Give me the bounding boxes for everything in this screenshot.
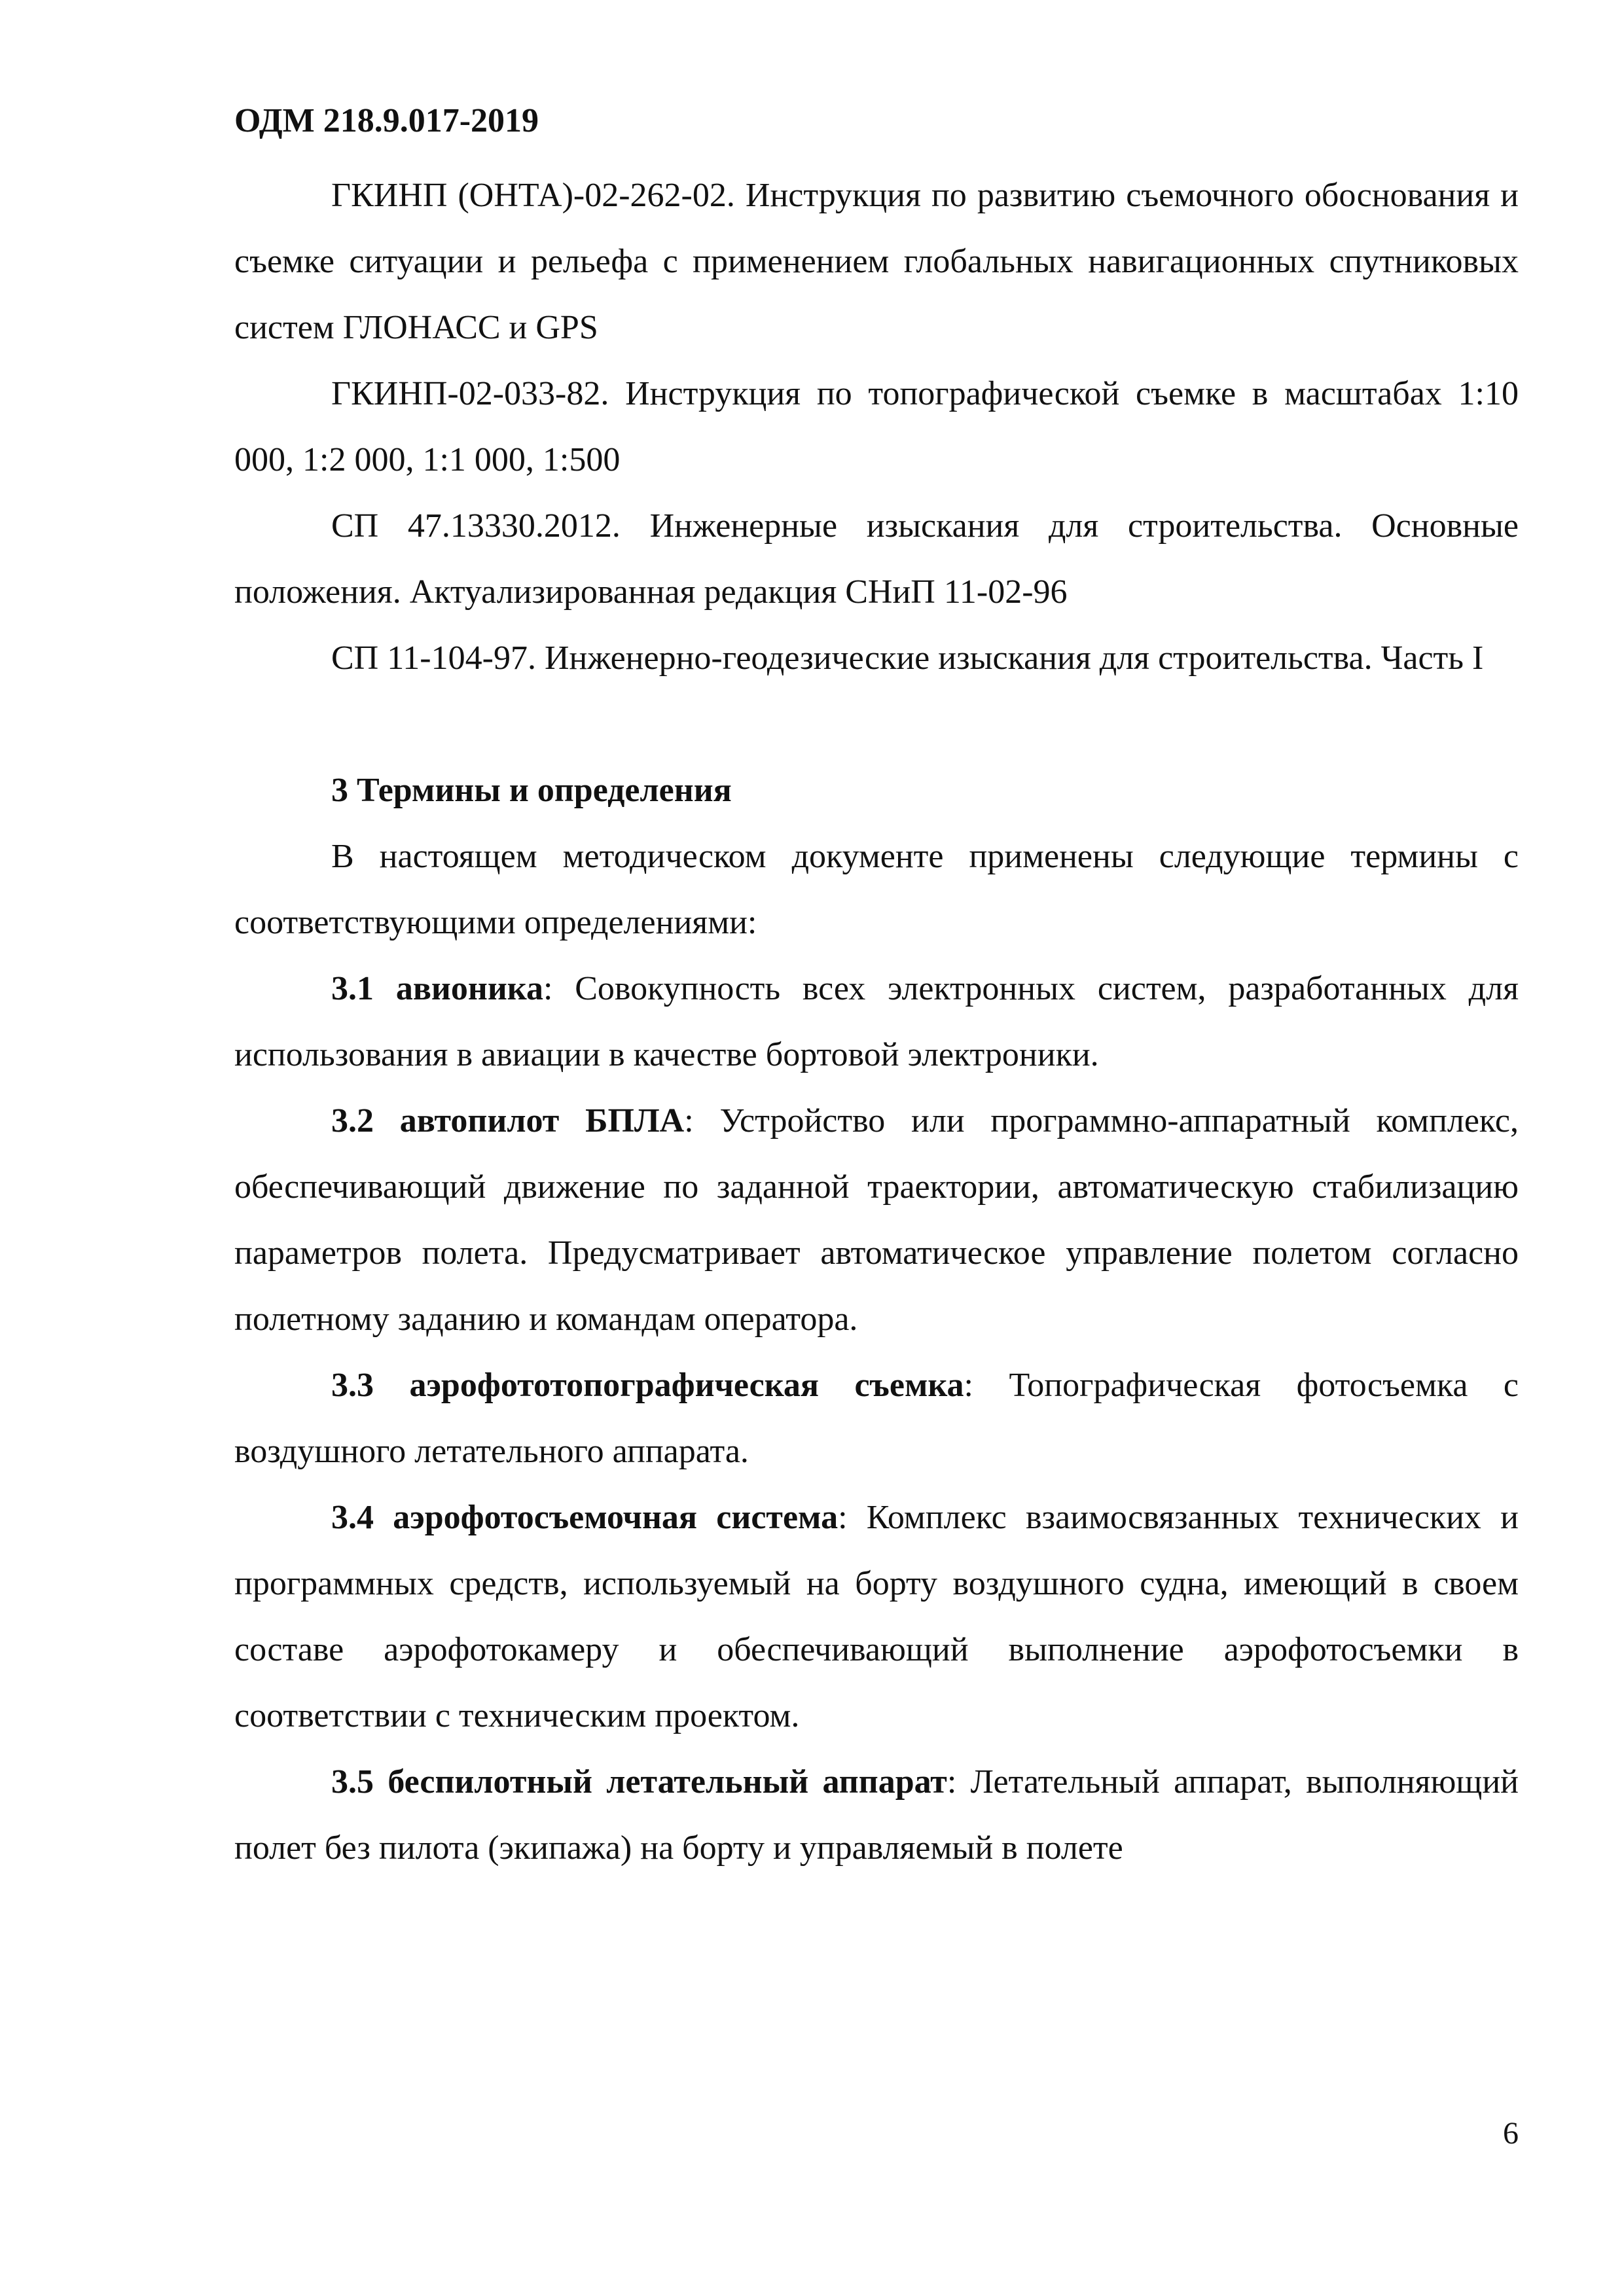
page-number: 6 (1503, 2116, 1519, 2151)
term-definition: 3.5 беспилотный летательный аппарат: Летательный аппарат, выполняющий полет без пилота (экипажа) на борту и управляемый в полете (234, 1763, 1519, 1867)
section-intro: В настоящем методическом документе применены следующие термины с соответствующими определениями: (234, 838, 1519, 941)
term-text: Устройство или программно-аппаратный комплекс, обеспечивающий движение по заданной траектории, автоматическую стабилизацию параметров полета. Предусматривает автоматическое управление полетом согласно полетному заданию и командам оператора. (234, 1102, 1519, 1338)
reference-entry (234, 361, 1519, 493)
reference-entry (234, 493, 1519, 625)
term-name: 3.5 беспилотный летательный аппарат (331, 1763, 947, 1801)
reference-code: СП 11-104-97. (331, 639, 536, 677)
term-text: Летательный аппарат, выполняющий полет без пилота (экипажа) на борту и управляемый в полете (234, 1763, 1519, 1867)
term-definition: 3.3 аэрофототопографическая съемка: Топографическая фотосъемка с воздушного летательного аппарата. (234, 1367, 1519, 1470)
reference-code: ГКИНП-02-033-82. (331, 375, 609, 412)
reference-entry (234, 625, 1519, 691)
reference-entry (234, 162, 1519, 361)
reference-title: Инженерно-геодезические изыскания для строительства. Часть I (544, 639, 1484, 677)
term-text: Совокупность всех электронных систем, разработанных для использования в авиации в качестве бортовой электроники. (234, 970, 1519, 1073)
term-text: Топографическая фотосъемка с воздушного летательного аппарата. (234, 1367, 1519, 1470)
reference-code: СП 47.13330.2012. (331, 507, 621, 545)
reference-title: Инструкция по топографической съемке в масштабах 1:10 000, 1:2 000, 1:1 000, 1:500 (234, 375, 1519, 478)
term-name: 3.3 аэрофототопографическая съемка (331, 1367, 964, 1404)
term-text: Комплекс взаимосвязанных технических и программных средств, используемый на борту воздушного судна, имеющий в своем составе аэрофотокамеру и обеспечивающий выполнение аэрофотосъемки в соответствии с техническим проектом. (234, 1499, 1519, 1734)
document-code: ОДМ 218.9.017-2019 (234, 102, 539, 139)
term-definition: 3.2 автопилот БПЛА: Устройство или программно-аппаратный комплекс, обеспечивающий движение по заданной траектории, автоматическую стабилизацию параметров полета. Предусматривает автоматическое управление полетом согласно полетному заданию и командам оператора. (234, 1102, 1519, 1338)
reference-title: Инструкция по развитию съемочного обоснования и съемке ситуации и рельефа с применением глобальных навигационных спутниковых систем ГЛОНАСС и GPS (234, 177, 1519, 346)
term-name: 3.2 автопилот БПЛА (331, 1102, 685, 1139)
reference-title: Инженерные изыскания для строительства. Основные положения. Актуализированная редакция СНиП 11-02-96 (234, 507, 1519, 611)
section-heading: 3 Термины и определения (331, 772, 732, 809)
reference-code: ГКИНП (ОНТА)-02-262-02. (331, 177, 735, 214)
term-definition: 3.4 аэрофотосъемочная система: Комплекс взаимосвязанных технических и программных средств, используемый на борту воздушного судна, имеющий в своем составе аэрофотокамеру и обеспечивающий выполнение аэрофотосъемки в соответствии с техническим проектом. (234, 1499, 1519, 1734)
term-name: 3.4 аэрофотосъемочная система (331, 1499, 839, 1536)
term-definition: 3.1 авионика: Совокупность всех электронных систем, разработанных для использования в авиации в качестве бортовой электроники. (234, 970, 1519, 1073)
page-content (234, 162, 1519, 1881)
term-name: 3.1 авионика (331, 970, 543, 1007)
